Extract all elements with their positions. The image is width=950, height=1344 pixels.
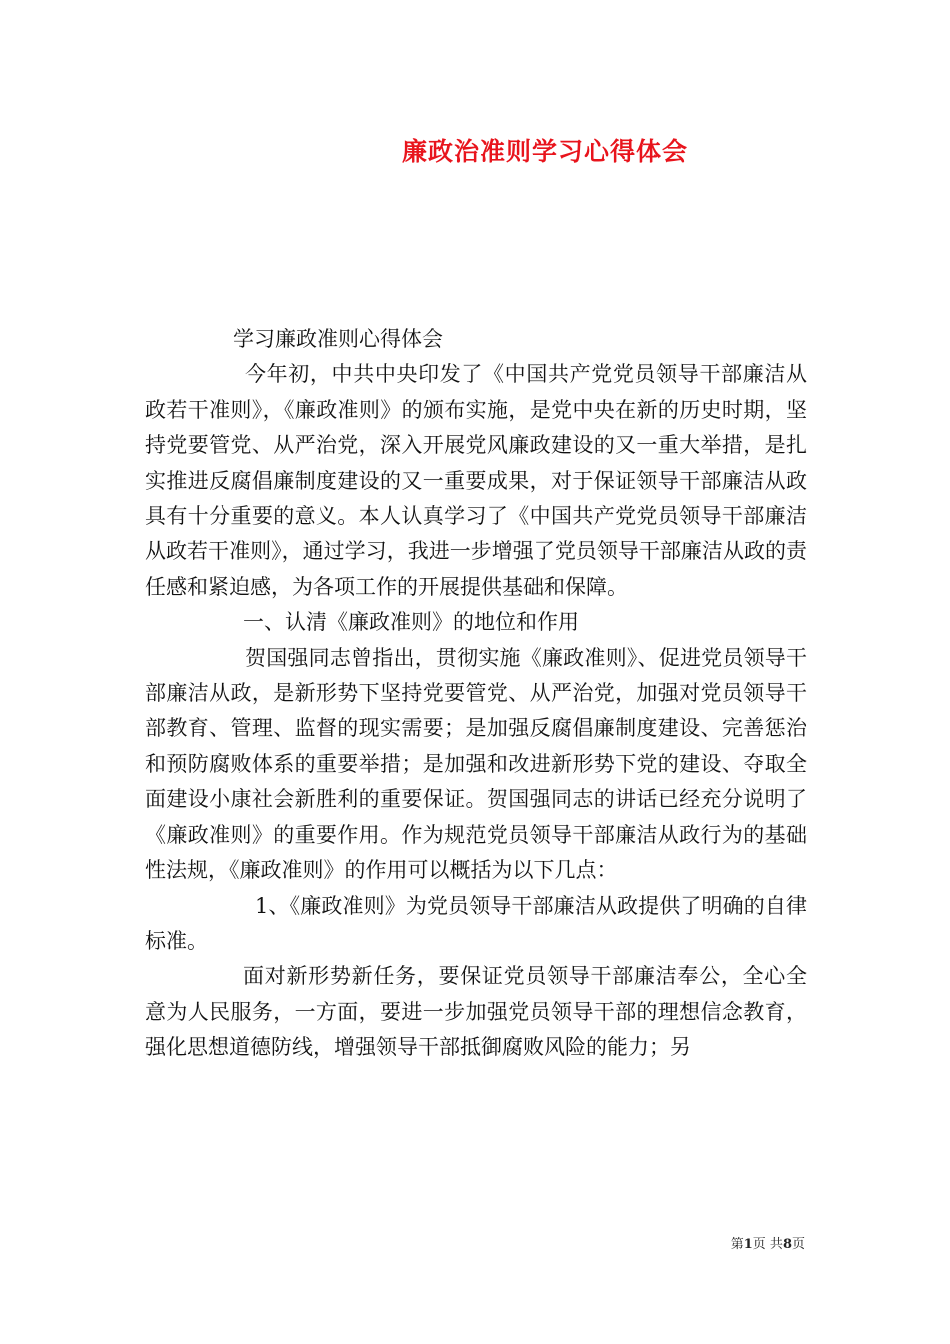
section-heading: 一、认清《廉政准则》的地位和作用 [243, 610, 579, 635]
body-paragraph: 面对新形势新任务，要保证党员领导干部廉洁奉公，全心全意为人民服务，一方面，要进一步加强党员领导干部的理想信念教育，强化思想道德防线，增强领导干部抵御腐败风险的能力；另 [145, 964, 807, 1060]
numbered-point: 1、《廉政准则》为党员领导干部廉洁从政提供了明确的自律标准。 [145, 893, 807, 953]
page-footer [731, 1233, 805, 1252]
footer-middle: 页 共 [752, 1237, 783, 1252]
body-paragraph: 贺国强同志曾指出，贯彻实施《廉政准则》、促进党员领导干部廉洁从政，是新形势下坚持党要管党、从严治党，加强对党员领导干部教育、管理、监督的现实需要；是加强反腐倡廉制度建设、完善惩治和预防腐败体系的重要举措；是加强和改进新形势下党的建设、夺取全面建设小康社会新胜利的重要保证。贺国强同志的讲话已经充分说明了《廉政准则》的重要作用。作为规范党员领导干部廉洁从政行为的基础性法规，《廉政准则》的作用可以概括为以下几点： [145, 645, 807, 883]
document-title: 廉政治准则学习心得体会 [401, 137, 688, 166]
footer-total-pages: 8 [782, 1237, 792, 1252]
footer-prefix: 第 [730, 1237, 744, 1252]
intro-paragraph: 今年初，中共中央印发了《中国共产党党员领导干部廉洁从政若干准则》，《廉政准则》的颁布实施，是党中央在新的历史时期，坚持党要管党、从严治党，深入开展党风廉政建设的又一重大举措，是扎实推进反腐倡廉制度建设的又一重要成果，对于保证领导干部廉洁从政具有十分重要的意义。本人认真学习了《中国共产党党员领导干部廉洁从政若干准则》，通过学习，我进一步增强了党员领导干部廉洁从政的责任感和紧迫感，为各项工作的开展提供基础和保障。 [145, 362, 807, 599]
subtitle-paragraph: 学习廉政准则心得体会 [233, 327, 443, 351]
footer-suffix: 页 [791, 1237, 805, 1252]
document-body [145, 322, 807, 1066]
footer-page-number: 1 [743, 1237, 753, 1252]
